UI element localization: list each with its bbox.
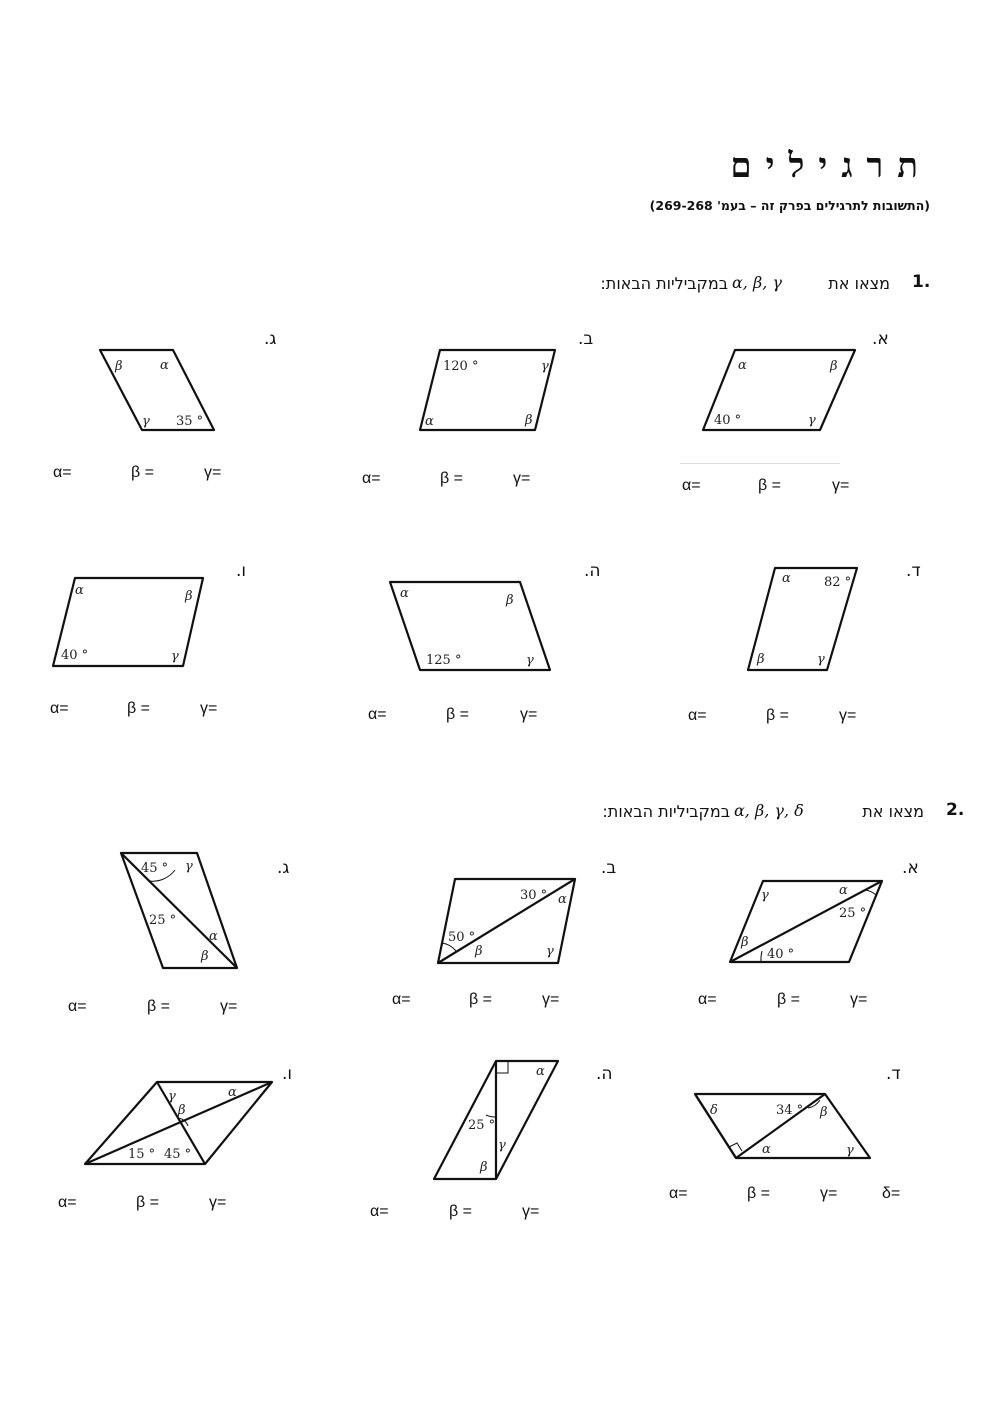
q2f-answer-gamma[interactable]: γ= (209, 1194, 227, 1211)
q2d-alpha: α (762, 1142, 771, 1157)
q1c-answer-beta[interactable]: β = (131, 464, 154, 481)
q2a-alpha: α (839, 883, 848, 898)
q2-label-a: א. (902, 858, 919, 878)
q1e-gamma: γ (526, 653, 534, 668)
q2d-answer-beta[interactable]: β = (747, 1185, 770, 1202)
question-2-variables: α, β, γ, δ (734, 801, 804, 820)
q2d-delta: δ (710, 1103, 718, 1118)
q2b-gamma: γ (546, 944, 554, 959)
q2b-answer-beta[interactable]: β = (469, 991, 492, 1008)
question-2-prefix: מצאו את (862, 802, 924, 821)
q2e-angle-25: 25 ° (468, 1118, 496, 1133)
q1b-angle-120: 120 ° (443, 359, 479, 374)
q1f-angle-40: 40 ° (61, 648, 89, 663)
q1-label-f: ו. (236, 561, 247, 581)
q1e-beta: β (506, 593, 514, 608)
q2a-answer-beta[interactable]: β = (777, 991, 800, 1008)
q2e-gamma: γ (498, 1138, 506, 1153)
q1d-answer-alpha[interactable]: α= (688, 707, 707, 724)
q2-label-c: ג. (277, 858, 290, 878)
q2f-angle-45: 45 ° (164, 1147, 192, 1162)
q2c-answer-alpha[interactable]: α= (68, 998, 87, 1015)
q2a-gamma: γ (761, 888, 769, 903)
q2e-beta: β (480, 1160, 488, 1175)
question-1-prefix: מצאו את (828, 274, 890, 293)
q1c-gamma: γ (142, 414, 150, 429)
q2a-answer-alpha[interactable]: α= (698, 991, 717, 1008)
q1e-answer-beta[interactable]: β = (446, 706, 469, 723)
q2b-answer-gamma[interactable]: γ= (542, 991, 560, 1008)
q1b-answer-gamma[interactable]: γ= (513, 470, 531, 487)
q2c-angle-25: 25 ° (149, 913, 177, 928)
question-2-suffix: במקביליות הבאות: (602, 802, 730, 821)
q1-label-d: ד. (906, 561, 921, 581)
q1a-gamma: γ (808, 413, 816, 428)
q1e-alpha: α (400, 586, 409, 601)
q2a-beta: β (741, 935, 749, 950)
q1-label-e: ה. (584, 561, 601, 581)
q2-figure-e (428, 1055, 568, 1185)
q1b-alpha: α (425, 414, 434, 429)
q1e-angle-125: 125 ° (426, 653, 462, 668)
q1d-beta: β (757, 652, 765, 667)
q2-figure-b (430, 873, 585, 968)
q1c-beta: β (115, 359, 123, 374)
q2c-angle-45: 45 ° (141, 861, 169, 876)
q1d-gamma: γ (817, 652, 825, 667)
q2a-angle-40: 40 ° (767, 947, 795, 962)
q2c-answer-gamma[interactable]: γ= (220, 998, 238, 1015)
q1b-answer-alpha[interactable]: α= (362, 470, 381, 487)
q1-figure-b (405, 340, 585, 440)
question-1-variables: α, β, γ (732, 273, 782, 292)
q1a-answer-gamma[interactable]: γ= (832, 477, 850, 494)
q2e-answer-alpha[interactable]: α= (370, 1203, 389, 1220)
q2f-gamma: γ (168, 1089, 176, 1104)
q1b-beta: β (525, 413, 533, 428)
q2c-alpha: α (209, 929, 218, 944)
question-2-number: 2. (946, 800, 965, 820)
q2d-beta: β (820, 1105, 828, 1120)
q2e-answer-gamma[interactable]: γ= (522, 1203, 540, 1220)
q1-figure-c (90, 340, 230, 440)
q2f-alpha: α (228, 1085, 237, 1100)
q2d-gamma: γ (846, 1143, 854, 1158)
q2d-answer-delta[interactable]: δ= (882, 1185, 901, 1202)
q2b-alpha: α (558, 892, 567, 907)
q2-label-e: ה. (596, 1064, 613, 1084)
q1c-alpha: α (160, 358, 169, 373)
q2f-answer-alpha[interactable]: α= (58, 1194, 77, 1211)
page-subtitle: (התשובות לתרגילים בפרק זה – בעמ' 269-268) (649, 198, 930, 213)
q1c-answer-gamma[interactable]: γ= (204, 464, 222, 481)
q2e-answer-beta[interactable]: β = (449, 1203, 472, 1220)
q2c-answer-beta[interactable]: β = (147, 998, 170, 1015)
q1c-angle-35: 35 ° (176, 414, 204, 429)
q1-figure-f (45, 570, 215, 675)
q1a-answer-beta[interactable]: β = (758, 477, 781, 494)
q1d-alpha: α (782, 571, 791, 586)
q2e-alpha: α (536, 1064, 545, 1079)
q1a-beta: β (830, 359, 838, 374)
q2-figure-c (115, 848, 250, 973)
q1f-alpha: α (75, 583, 84, 598)
question-1-number: 1. (912, 272, 931, 292)
q1f-beta: β (185, 589, 193, 604)
q1c-answer-alpha[interactable]: α= (53, 464, 72, 481)
q2f-beta: β (178, 1103, 186, 1118)
q1f-answer-beta[interactable]: β = (127, 700, 150, 717)
q2d-answer-alpha[interactable]: α= (669, 1185, 688, 1202)
q1-figure-e (380, 572, 560, 682)
q1e-answer-gamma[interactable]: γ= (520, 706, 538, 723)
q1f-answer-alpha[interactable]: α= (50, 700, 69, 717)
q1a-answer-alpha[interactable]: α= (682, 477, 701, 494)
page-title: תרגילים (730, 146, 932, 186)
q1-label-c: ג. (264, 329, 277, 349)
q1b-gamma: γ (541, 359, 549, 374)
q1e-answer-alpha[interactable]: α= (368, 706, 387, 723)
q2b-beta: β (475, 944, 483, 959)
q2f-angle-15: 15 ° (128, 1147, 156, 1162)
faint-line (680, 463, 840, 464)
q2d-answer-gamma[interactable]: γ= (820, 1185, 838, 1202)
q2-figure-f (80, 1076, 280, 1171)
q2a-answer-gamma[interactable]: γ= (850, 991, 868, 1008)
q2a-angle-25: 25 ° (839, 906, 867, 921)
q2b-answer-alpha[interactable]: α= (392, 991, 411, 1008)
q2-label-d: ד. (886, 1064, 901, 1084)
q1d-answer-beta[interactable]: β = (766, 707, 789, 724)
q1b-answer-beta[interactable]: β = (440, 470, 463, 487)
q2b-angle-30: 30 ° (520, 888, 548, 903)
q2-label-b: ב. (601, 858, 617, 878)
q1d-angle-82: 82 ° (824, 575, 852, 590)
q1a-angle-40: 40 ° (714, 413, 742, 428)
question-1-suffix: במקביליות הבאות: (600, 274, 728, 293)
q2c-gamma: γ (185, 859, 193, 874)
q1-figure-a (690, 340, 870, 440)
q1-figure-d (740, 558, 870, 678)
q2f-answer-beta[interactable]: β = (136, 1194, 159, 1211)
q1f-answer-gamma[interactable]: γ= (200, 700, 218, 717)
q1-label-b: ב. (578, 329, 594, 349)
q1-label-a: א. (872, 329, 889, 349)
q1a-alpha: α (738, 358, 747, 373)
q2c-beta: β (201, 949, 209, 964)
q1d-answer-gamma[interactable]: γ= (839, 707, 857, 724)
q2-figure-d (690, 1088, 875, 1163)
q2-figure-a (725, 873, 890, 968)
q2d-angle-34: 34 ° (776, 1103, 804, 1118)
q2b-angle-50: 50 ° (448, 930, 476, 945)
q1f-gamma: γ (171, 649, 179, 664)
q2-label-f: ו. (282, 1064, 293, 1084)
